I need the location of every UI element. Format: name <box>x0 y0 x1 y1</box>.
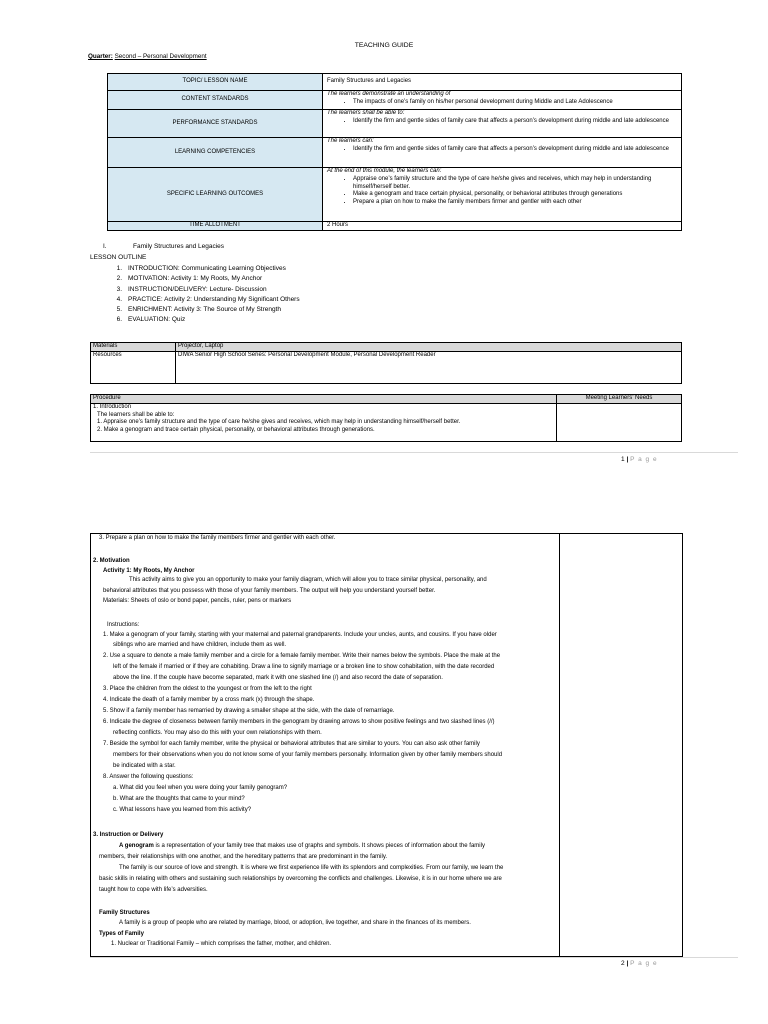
activity-title: Activity 1: My Roots, My Anchor <box>103 568 195 574</box>
text-line: a. What did you feel when you were doing your family genogram? <box>113 785 288 791</box>
lesson-outline-label: LESSON OUTLINE <box>90 254 147 261</box>
text-line: behavioral attributes that you possess with those of your family members. The output will help you understand yourself better. <box>103 588 436 594</box>
page-num: 1 <box>621 456 625 463</box>
page-sep: | <box>626 960 629 967</box>
outline-item: 1. INTRODUCTION: Communicating Learning Objectives <box>116 265 286 272</box>
specific-outcomes-intro: At the end of this module, the learners can: <box>327 168 442 174</box>
section-roman-numeral: I. <box>103 243 107 250</box>
text-line: reflecting conflicts. You may also do this with your own relationships with them. <box>113 730 322 736</box>
content-standards-intro: The learners demonstrate an understanding of <box>327 91 451 97</box>
outline-item: 6. EVALUATION: Quiz <box>116 316 186 324</box>
text-line: b. What are the thoughts that came to your mind? <box>113 796 245 802</box>
page-sep: | <box>626 456 629 463</box>
learning-competencies-value <box>323 138 682 168</box>
lesson-outline <box>90 243 490 343</box>
text-line: 6. Indicate the degree of closeness between family members in the genogram by drawing arrows to show positive feelings and two slashed lines (//) <box>103 719 495 725</box>
specific-outcomes-value <box>323 168 682 222</box>
section-motivation: 2. Motivation <box>93 558 130 564</box>
text-line: taught how to cope with life’s adversities. <box>99 887 208 893</box>
text-line: 2. Use a square to denote a male family member and a circle for a female family member. Write their names below the symbols. Place the male at the <box>103 653 501 659</box>
outline-item: 4. PRACTICE: Activity 2: Understanding My Significant Others <box>116 295 300 303</box>
performance-standards-label: PERFORMANCE STANDARDS <box>108 110 323 138</box>
text-line: c. What lessons have you learned from this activity? <box>113 807 252 813</box>
outline-item: 3. INSTRUCTION/DELIVERY: Lecture- Discussion <box>116 285 267 293</box>
intro-sub: The learners shall be able to: <box>97 411 175 418</box>
materials-value: Projector, Laptop <box>176 343 682 352</box>
text-line: siblings who are married and have children, include them as well. <box>113 642 287 648</box>
topic-value: Family Structures and Legacies <box>323 74 682 91</box>
content-standards-label: CONTENT STANDARDS <box>108 91 323 110</box>
outline-item: 5. ENRICHMENT: Activity 3: The Source of My Strength <box>116 306 282 314</box>
text-line: basic skills in relating with others and sustaining such relationships by overcoming the conflicts and challenges. Likewise, it is in our home where we are <box>99 876 502 882</box>
text-line: This activity aims to give you an opportunity to make your family diagram, which will allow you to trace similar physical, personality, and <box>129 577 487 583</box>
text-line: 1. Make a genogram of your family, starting with your maternal and paternal grandparents. Include your uncles, aunts, and cousins. If you have older <box>103 632 497 638</box>
outcome-item: • Prepare a plan on how to make the family members firmer and gentler with each other <box>353 199 679 207</box>
lesson-outline-list <box>90 265 300 327</box>
resources-label: Resources <box>91 351 176 383</box>
quarter-value: Second – Personal Development <box>114 53 207 60</box>
performance-standards-value <box>323 110 682 138</box>
learning-competencies-item: • Identify the firm and gentle sides of family care that affects a person’s development during middle and late adolescence <box>353 146 679 154</box>
quarter-line <box>88 53 207 61</box>
intro-objective-1: 1. Appraise one’s family structure and the type of care he/she gives and receives, which may help in understanding himself/herself better. <box>97 419 461 426</box>
content-standards-value <box>323 91 682 110</box>
specific-outcomes-label: SPECIFIC LEARNING OUTCOMES <box>108 168 323 222</box>
intro-title: 1. Introduction <box>93 403 132 410</box>
text-line: Materials: Sheets of oslo or bond paper, pencils, ruler, pens or markers <box>103 598 292 604</box>
learning-competencies-intro: The learners can: <box>327 138 374 144</box>
procedure-intro-cell <box>91 403 557 441</box>
text-line: The family is our source of love and strength. It is where we first experience life with its splendors and complexities. From our family, we learn the <box>119 865 504 871</box>
text-line: be indicated with a star. <box>113 763 176 769</box>
text-line: 8. Answer the following questions: <box>103 774 194 780</box>
learners-needs-header: Meeting Learners’ Needs <box>557 395 682 404</box>
outcome-item: • Make a genogram and trace certain physical, personality, or behavioral attributes through generations <box>353 191 679 199</box>
text-line: 4. Indicate the death of a family member by a cross mark (x) through the shape. <box>103 697 315 703</box>
page-num: 2 <box>621 960 625 967</box>
text-line: A genogram is a representation of your family tree that makes use of graphs and symbols. It shows pieces of information about the family <box>119 843 485 849</box>
document-title: TEACHING GUIDE <box>354 42 414 49</box>
family-structures-heading: Family Structures <box>99 910 150 916</box>
procedure-table <box>90 394 682 442</box>
page-word: P a g e <box>630 456 658 463</box>
learning-competencies-label: LEARNING COMPETENCIES <box>108 138 323 168</box>
column-divider <box>559 534 560 956</box>
text-line: above the line. If the couple have become separated, mark it with one slashed line (/) and also record the date of separation. <box>113 675 443 681</box>
instructions-label: Instructions: <box>107 622 140 628</box>
text-line: 7. Beside the symbol for each family member, write the physical or behavioral attributes that are similar to yours. You can also ask other family <box>103 741 480 747</box>
quarter-label: Quarter: <box>88 53 113 60</box>
procedure-continued-box <box>90 533 683 957</box>
text-line: members, their relationships with one another, and the hereditary patterns that are predominant in the family. <box>99 854 388 860</box>
page-word: P a g e <box>630 960 658 967</box>
text-line: members for their observations when you do not know some of your family members personally. Information given by other family members should <box>113 752 503 758</box>
outcome-item: • Appraise one’s family structure and the type of care he/she gives and receives, which may help in understanding himself/herself better. <box>353 176 679 192</box>
materials-label: Materials <box>91 343 176 352</box>
lesson-info-table <box>107 73 682 231</box>
text-line: 3. Prepare a plan on how to make the family members firmer and gentler with each other. <box>99 535 336 541</box>
outline-item: 2. MOTIVATION: Activity 1: My Roots, My Anchor <box>116 275 263 283</box>
topic-label: TOPIC/ LESSON NAME <box>108 74 323 91</box>
section-heading: Family Structures and Legacies <box>133 243 225 250</box>
time-allotment-value: 2 Hours <box>323 222 682 231</box>
page-divider <box>90 452 738 453</box>
resources-value: DIWA Senior High School Series: Personal Development Module, Personal Development Reader <box>176 351 682 383</box>
time-allotment-label: TIME ALLOTMENT <box>108 222 323 231</box>
section-instruction: 3. Instruction or Delivery <box>93 832 164 838</box>
learners-needs-cell <box>557 403 682 441</box>
procedure-header: Procedure <box>91 395 557 404</box>
text-line: 1. Nuclear or Traditional Family – which comprises the father, mother, and children. <box>111 941 332 947</box>
materials-table <box>90 342 682 384</box>
text-line: 5. Show if a family member has remarried by drawing a smaller shape at the side, with the date of remarriage. <box>103 708 395 714</box>
text-line: 3. Place the children from the oldest to the youngest or from the left to the right <box>103 686 312 692</box>
performance-standards-intro: The learners shall be able to: <box>327 110 405 116</box>
page-number-2 <box>621 960 658 968</box>
text-line: A family is a group of people who are related by marriage, blood, or adoption, live together, and share in the finances of its members. <box>119 920 471 926</box>
content-standards-item: • The impacts of one’s family on his/her personal development during Middle and Late Adolescence <box>353 99 679 107</box>
intro-objective-2: 2. Make a genogram and trace certain physical, personality, or behavioral attributes through generations. <box>97 427 375 434</box>
page-number-1 <box>621 456 658 464</box>
types-of-family-heading: Types of Family <box>99 931 144 937</box>
performance-standards-item: • Identify the firm and gentle sides of family care that affects a person’s development during middle and late adolescence <box>353 118 679 126</box>
page-divider <box>90 957 738 958</box>
text-line: left of the female if married or if they are cohabiting. Draw a line to signify marriage or a broken line to show cohabitation, with the date recorded <box>113 664 495 670</box>
